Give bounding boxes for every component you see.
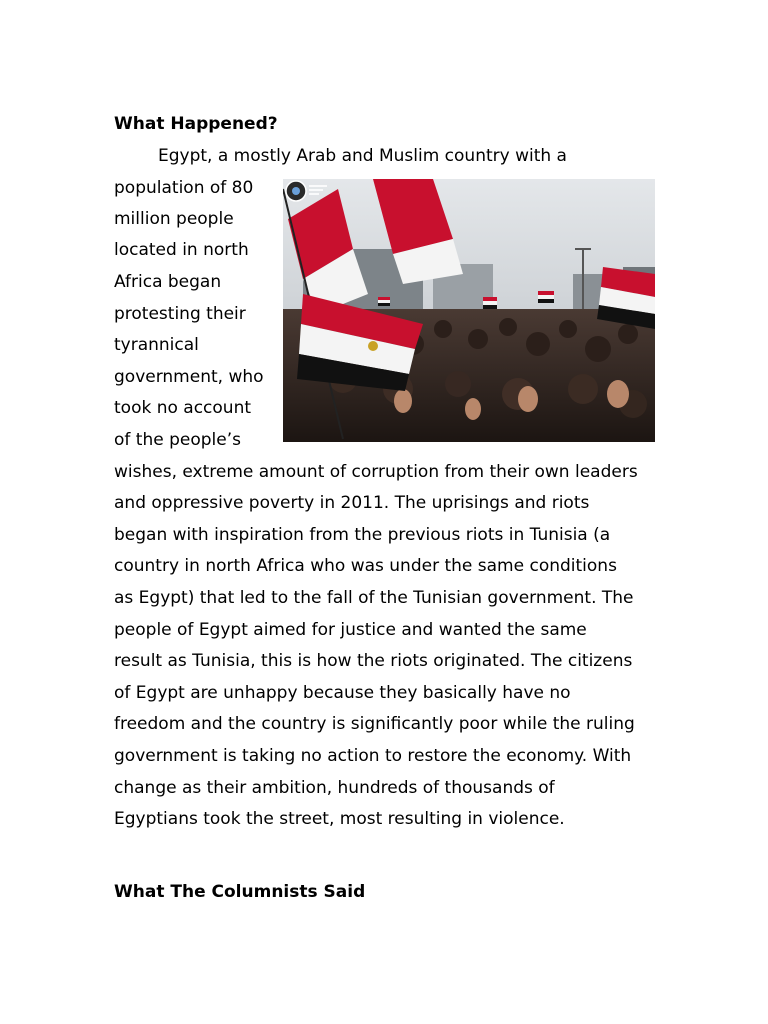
paragraph-line: began with inspiration from the previous riots in Tunisia (a (114, 525, 611, 545)
paragraph-line: tyrannical (114, 335, 199, 355)
paragraph-line: located in north (114, 240, 249, 260)
protest-photo-graphic (283, 179, 655, 442)
paragraph-line: of the people’s (114, 430, 241, 450)
paragraph-line: people of Egypt aimed for justice and wanted the same (114, 620, 587, 640)
paragraph-line: Egyptians took the street, most resulting in violence. (114, 809, 565, 829)
paragraph-line: Egypt, a mostly Arab and Muslim country with a (158, 146, 567, 166)
paragraph-line: freedom and the country is significantly poor while the ruling (114, 714, 635, 734)
section-heading-what-happened: What Happened? (114, 114, 278, 134)
egyptian-flag-right (597, 267, 655, 329)
paragraph-line: Africa began (114, 272, 222, 292)
paragraph-line: result as Tunisia, this is how the riots originated. The citizens (114, 651, 633, 671)
paragraph-line: as Egypt) that led to the fall of the Tunisian government. The (114, 588, 634, 608)
paragraph-line: and oppressive poverty in 2011. The uprisings and riots (114, 493, 590, 513)
paragraph-line: population of 80 (114, 178, 254, 198)
paragraph-line: government is taking no action to restore the economy. With (114, 746, 632, 766)
paragraph-line: protesting their (114, 304, 246, 324)
paragraph-line: change as their ambition, hundreds of thousands of (114, 778, 555, 798)
protest-photo (283, 179, 655, 442)
paragraph-line: country in north Africa who was under the same conditions (114, 556, 617, 576)
paragraph-line: of Egypt are unhappy because they basically have no (114, 683, 571, 703)
paragraph-line: took no account (114, 398, 252, 418)
paragraph-line: million people (114, 209, 234, 229)
paragraph-line: wishes, extreme amount of corruption from their own leaders (114, 462, 638, 482)
paragraph-line: government, who (114, 367, 264, 387)
section-heading-columnists: What The Columnists Said (114, 882, 366, 902)
